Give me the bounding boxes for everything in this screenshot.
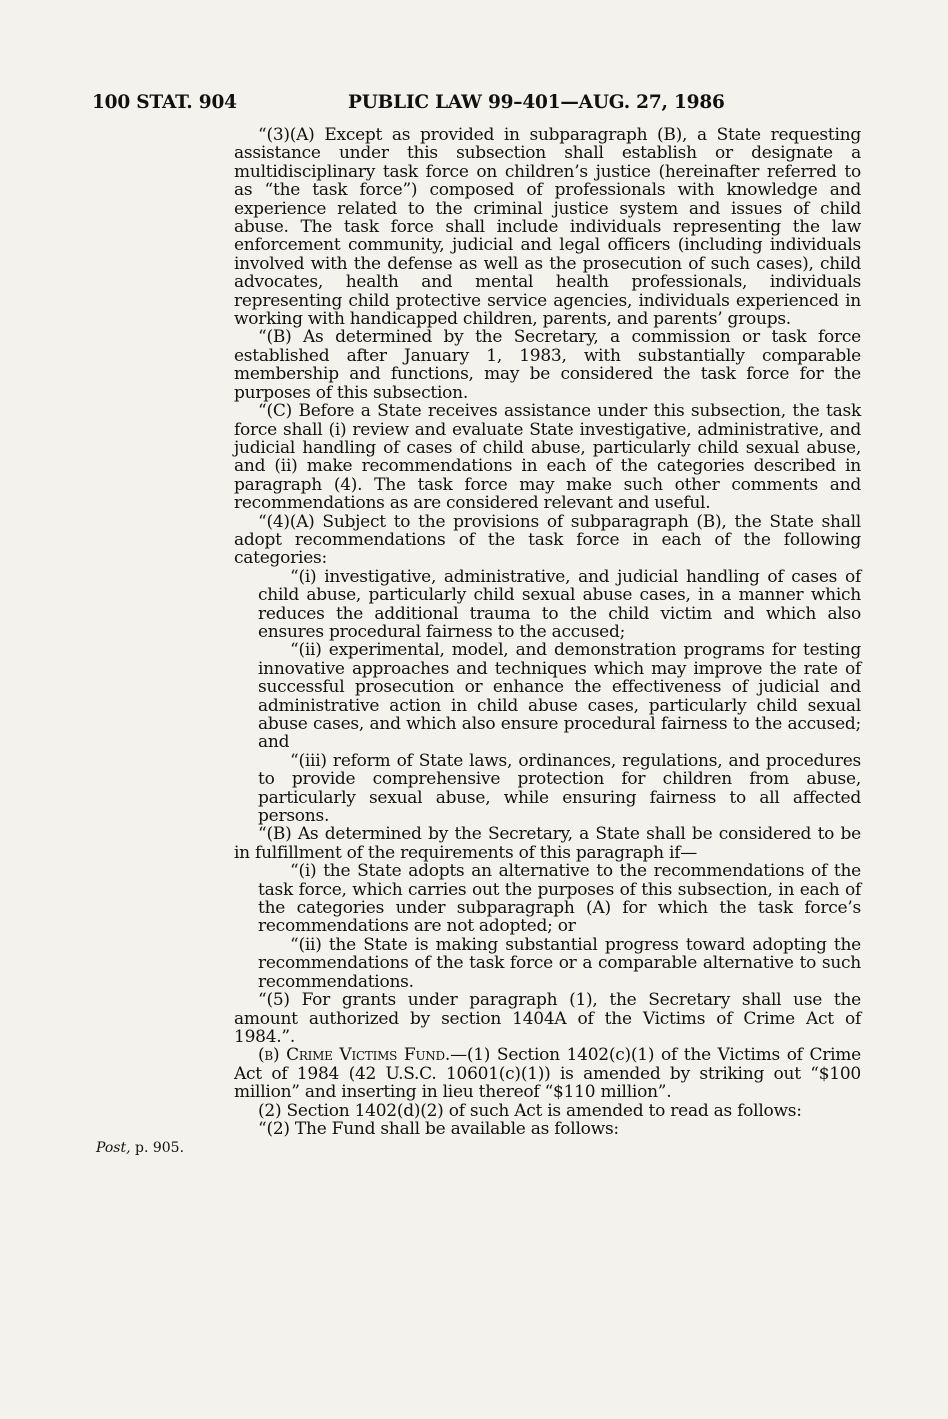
paragraph-4a-i: “(i) investigative, administrative, and judicial handling of cases of child abuse, particularly child sexual abuse cases, in a manner which reduces the additional trauma to the child victim and which also ensures procedural fairness to the accused; xyxy=(258,566,861,642)
paragraph-4a: “(4)(A) Subject to the provisions of subparagraph (B), the State shall adopt recommendations of the task force in each of the following categories: xyxy=(234,511,861,569)
subsection-heading-crime-victims-fund: (b) Crime Victims Fund. xyxy=(258,1045,451,1066)
statute-citation: 100 STAT. 904 xyxy=(92,92,237,113)
running-head xyxy=(0,92,948,118)
paragraph-b2-quote: “(2) The Fund shall be available as follows: xyxy=(258,1118,619,1139)
paragraph-4b: “(B) As determined by the Secretary, a State shall be considered to be in fulfillment of the requirements of this paragraph if— xyxy=(234,824,861,863)
paragraph-5: “(5) For grants under paragraph (1), the Secretary shall use the amount authorized by section 1404A of the Victims of Crime Act of 1984.”. xyxy=(234,990,861,1047)
margin-note-italic: Post, xyxy=(96,1140,131,1156)
paragraph-3c: “(C) Before a State receives assistance under this subsection, the task force shall (i) review and evaluate State investigative, administrative, and judicial handling of cases of child abuse, particularly child sexual abuse, and (ii) make recommendations in each of the categories described in paragraph (4). The task force may make such other comments and recommendations as are considered relevant and useful. xyxy=(234,401,861,514)
margin-note-page: p. 905. xyxy=(130,1140,185,1156)
paragraph-4b-i: “(i) the State adopts an alternative to the recommendations of the task force, which carries out the purposes of this subsection, in each of the categories under subparagraph (A) for which the task force’s recommendations are not adopted; or xyxy=(258,861,861,937)
paragraph-4b-ii: “(ii) the State is making substantial progress toward adopting the recommendations of the task force or a comparable alternative to such recommendations. xyxy=(258,934,861,992)
paragraph-b2: (2) Section 1402(d)(2) of such Act is amended to read as follows: xyxy=(258,1100,802,1121)
paragraph-b xyxy=(234,1046,861,1101)
law-title: PUBLIC LAW 99–401—AUG. 27, 1986 xyxy=(348,92,725,113)
paragraph-b-text: —(1) Section 1402(c)(1) of the Victims of Crime Act of 1984 (42 U.S.C. 10601(c)(1)) is amended by striking out “$100 million” and inserting in lieu thereof “$110 million”. xyxy=(234,1045,861,1103)
margin-note-post-reference xyxy=(96,1140,184,1156)
statute-body xyxy=(234,126,861,1138)
paragraph-4a-iii: “(iii) reform of State laws, ordinances, regulations, and procedures to provide comprehensive protection for children from abuse, particularly sexual abuse, while ensuring fairness to all affected persons. xyxy=(258,750,861,827)
paragraph-3a: “(3)(A) Except as provided in subparagraph (B), a State requesting assistance under this subsection shall establish or designate a multidisciplinary task force on children’s justice (hereinafter referred to as “the task force”) composed of professionals with knowledge and experience related to the criminal justice system and issues of child abuse. The task force shall include individuals representing the law enforcement community, judicial and legal officers (including individuals involved with the defense as well as the prosecution of such cases), child advocates, health and mental health professionals, individuals representing child protective service agencies, individuals experienced in working with handicapped children, parents, and parents’ groups. xyxy=(234,125,861,330)
paragraph-3b: “(B) As determined by the Secretary, a commission or task force established after January 1, 1983, with substantially comparable membership and functions, may be considered the task force for the purposes of this subsection. xyxy=(234,327,861,403)
paragraph-4a-ii: “(ii) experimental, model, and demonstration programs for testing innovative approaches and techniques which may improve the rate of successful prosecution or enhance the effectiveness of judicial and administrative action in child abuse cases, particularly child sexual abuse cases, and which also ensure procedural fairness to the accused; and xyxy=(258,640,861,753)
